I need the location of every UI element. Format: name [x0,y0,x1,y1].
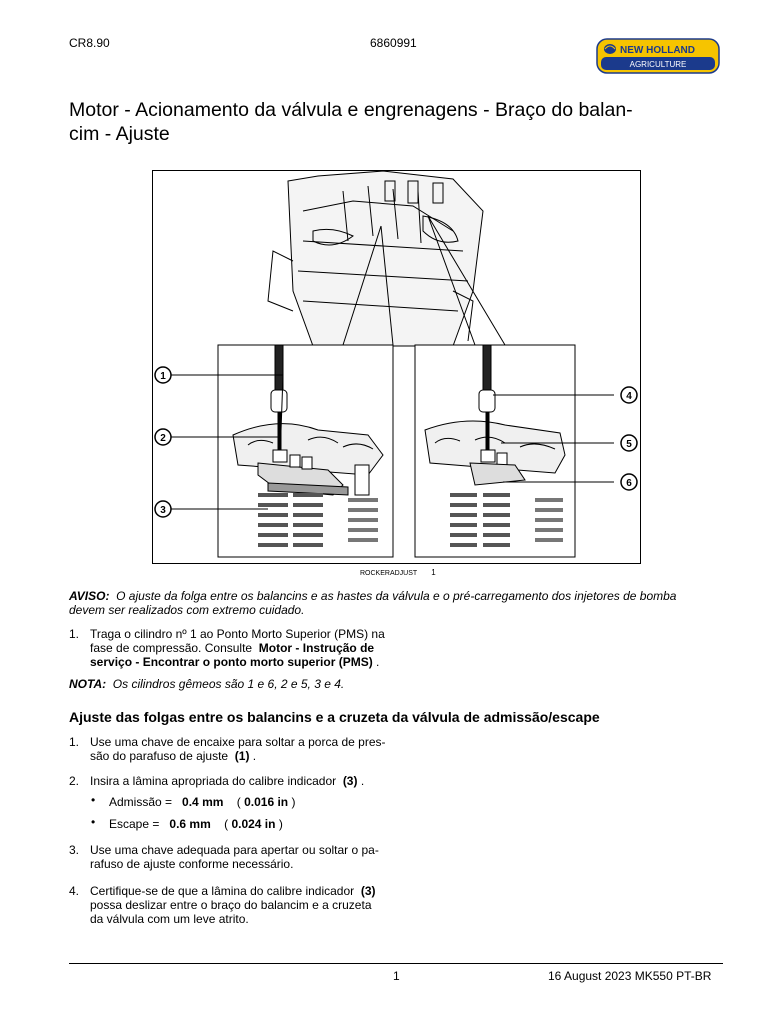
list-item: 2. Insira a lâmina apropriada do calibre indicador (3) . [69,774,365,788]
callout-1 [155,367,171,383]
nota-note: NOTA: Os cilindros gêmeos são 1 e 6, 2 e 5, 3 e 4. [69,677,345,691]
page-title-line2: cim - Ajuste [69,123,170,145]
logo-subtext: AGRICULTURE [629,60,687,69]
leaf-icon [604,44,616,54]
svg-text:5: 5 [626,439,632,450]
callout-6 [621,474,637,490]
doc-number: 6860991 [370,36,417,50]
svg-text:4: 4 [626,391,632,402]
aviso-note [69,589,729,617]
rocker-arm-illustration [153,171,641,564]
callout-5 [621,435,637,451]
aviso-text-line2: devem ser realizados com extremo cuidado. [69,603,305,617]
svg-text:6: 6 [626,478,632,489]
svg-text:2: 2 [160,433,166,444]
footer-date-ref: 16 August 2023 MK550 PT-BR [548,969,712,983]
callout-2 [155,429,171,445]
page-title-line1: Motor - Acionamento da válvula e engrenagens - Braço do balan- [69,99,633,121]
callout-3 [155,501,171,517]
link-motor-instrucao[interactable]: Motor - Instrução de [258,641,375,655]
doc-code: CR8.90 [69,36,110,50]
list-item: 1. Traga o cilindro nº 1 ao Ponto Morto Superior (PMS) na fase de compressão. Consulte Motor - Instrução de serviço - Encontrar o ponto morto superior (PMS) . [69,627,385,669]
list-item: 1. Use uma chave de encaixe para soltar a porca de pres- são do parafuso de ajuste (1) . [69,735,386,763]
link-pms[interactable]: serviço - Encontrar o ponto morto superior (PMS) [90,655,373,669]
aviso-label: AVISO: [69,589,110,603]
list-item: 4. Certifique-se de que a lâmina do calibre indicador (3) possa deslizar entre o braço do balancim e a cruzeta da válvula com um leve atrito. [69,884,376,926]
callout-4 [621,387,637,403]
aviso-text-line1: O ajuste da folga entre os balancins e as hastes da válvula e o pré-carregamento dos injetores de bomba [116,589,677,603]
svg-text:3: 3 [160,505,166,516]
figure-caption: ROCKERADJUST 1 [360,568,436,577]
figure-number: 1 [431,568,436,577]
svg-text:1: 1 [160,371,166,382]
footer-divider [69,963,723,964]
section-title: Ajuste das folgas entre os balancins e a cruzeta da válvula de admissão/escape [69,709,600,725]
rocker-arm-figure [152,170,641,564]
list-item: 3. Use uma chave adequada para apertar ou soltar o pa- rafuso de ajuste conforme necessário. [69,843,379,871]
page-title [69,98,719,146]
page-number: 1 [393,969,400,983]
nota-label: NOTA: [69,677,107,691]
logo-text: NEW HOLLAND [620,45,695,56]
new-holland-logo [596,38,720,74]
